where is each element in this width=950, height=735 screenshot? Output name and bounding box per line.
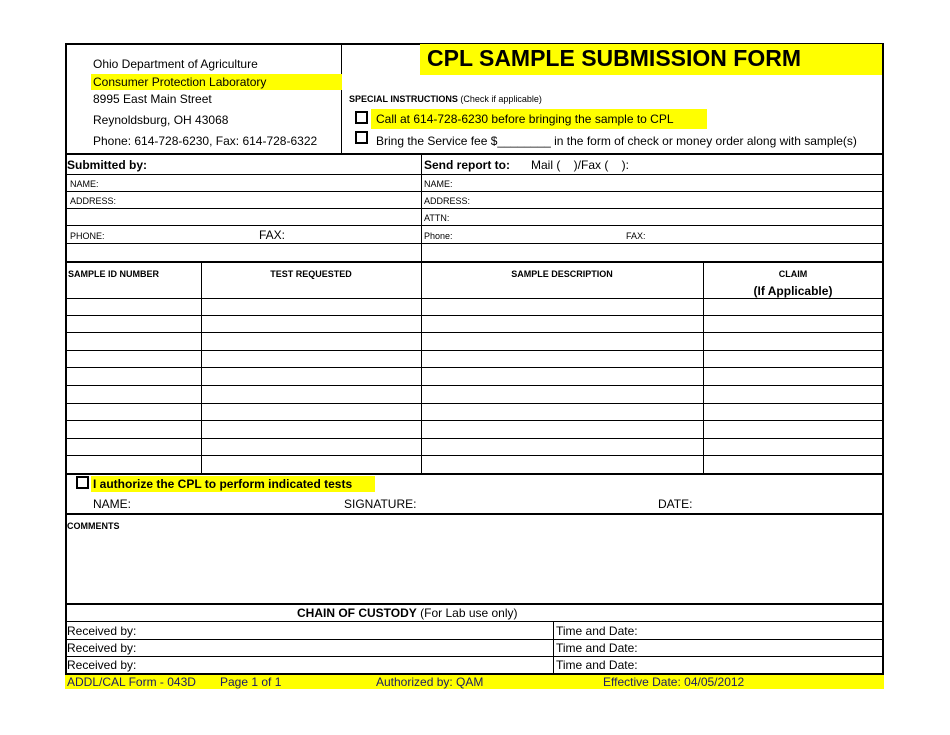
dept-name: Ohio Department of Agriculture (93, 57, 258, 71)
submitter-address-input[interactable] (125, 193, 415, 207)
comments-top (65, 513, 884, 515)
table-row (65, 455, 883, 456)
col-header-claim: CLAIM (778, 269, 808, 279)
instruction-fee: Bring the Service fee $________ in the form of check or money order along with sample(s) (376, 134, 857, 148)
authorize-name-label: NAME: (93, 497, 132, 511)
table-row (65, 315, 883, 316)
footer-form-id: ADDL/CAL Form - 043D (67, 675, 196, 689)
lab-name: Consumer Protection Laboratory (91, 74, 342, 90)
col-header-sample-id: SAMPLE ID NUMBER (68, 269, 160, 279)
report-name-input[interactable] (460, 176, 878, 190)
submitted-heading: Submitted by: (67, 158, 147, 172)
table-top (65, 261, 884, 263)
table-bottom (65, 473, 884, 475)
table-row (65, 332, 883, 333)
table-row (65, 367, 883, 368)
header-divider (341, 43, 342, 153)
table-row (65, 438, 883, 439)
authorize-text: I authorize the CPL to perform indicated tests (91, 476, 375, 492)
row-line (65, 208, 883, 209)
submitter-name-input[interactable] (110, 176, 415, 190)
submitter-fax-label: FAX: (259, 228, 286, 242)
footer-effective: Effective Date: 04/05/2012 (603, 675, 745, 689)
custody-heading: CHAIN OF CUSTODY (297, 606, 417, 620)
submitter-phone-label: PHONE: (70, 231, 105, 241)
report-fax-label: FAX: (626, 231, 646, 241)
custody-note: (For Lab use only) (420, 606, 518, 620)
call-checkbox[interactable] (355, 111, 368, 124)
send-report-heading: Send report to: (424, 158, 510, 172)
footer-page: Page 1 of 1 (220, 675, 282, 689)
comments-label: COMMENTS (67, 521, 120, 531)
instruction-call: Call at 614-728-6230 before bringing the sample to CPL (371, 109, 707, 129)
street-address: 8995 East Main Street (93, 92, 212, 106)
footer-authorized: Authorized by: QAM (376, 675, 484, 689)
comments-input[interactable] (70, 535, 880, 603)
col-header-test: TEST REQUESTED (270, 269, 352, 279)
special-instructions-label: SPECIAL INSTRUCTIONS (349, 94, 458, 104)
report-name-label: NAME: (424, 179, 453, 189)
report-attn-label: ATTN: (424, 213, 450, 223)
date-label: DATE: (658, 497, 693, 511)
time-date-label: Time and Date: (556, 658, 638, 672)
custody-line (65, 656, 883, 657)
special-instructions (349, 94, 542, 104)
send-report-options: Mail ( )/Fax ( ): (531, 158, 629, 172)
row-line (65, 174, 883, 175)
custody-line (65, 639, 883, 640)
time-date-label: Time and Date: (556, 641, 638, 655)
col-header-description: SAMPLE DESCRIPTION (511, 269, 613, 279)
report-address-input[interactable] (475, 193, 878, 207)
row-line (65, 243, 883, 244)
col-header-claim-note: (If Applicable) (753, 284, 833, 298)
table-row (65, 385, 883, 386)
row-line (65, 191, 883, 192)
custody-line (65, 621, 883, 622)
table-row (65, 420, 883, 421)
table-row (65, 298, 883, 299)
signature-label: SIGNATURE: (344, 497, 417, 511)
special-instructions-note: (Check if applicable) (460, 94, 542, 104)
authorize-checkbox[interactable] (76, 476, 89, 489)
received-by-label: Received by: (67, 624, 137, 638)
page-title: CPL SAMPLE SUBMISSION FORM (427, 45, 801, 71)
table-row (65, 403, 883, 404)
submitter-name-label: NAME: (70, 179, 99, 189)
fee-checkbox[interactable] (355, 131, 368, 144)
received-by-label: Received by: (67, 641, 137, 655)
frame-left (65, 43, 67, 674)
custody-top (65, 603, 884, 605)
row-line (65, 225, 883, 226)
received-by-label: Received by: (67, 658, 137, 672)
time-date-label: Time and Date: (556, 624, 638, 638)
custody-divider (553, 621, 554, 674)
city-address: Reynoldsburg, OH 43068 (93, 113, 229, 127)
submitter-address-label: ADDRESS: (70, 196, 117, 206)
report-address-label: ADDRESS: (424, 196, 471, 206)
frame-right (882, 43, 884, 674)
lab-phone: Phone: 614-728-6230, Fax: 614-728-6322 (93, 134, 318, 148)
table-row (65, 350, 883, 351)
custody-title (297, 606, 518, 620)
section-divider (65, 153, 884, 155)
report-attn-input[interactable] (455, 210, 878, 224)
report-phone-label: Phone: (424, 231, 453, 241)
